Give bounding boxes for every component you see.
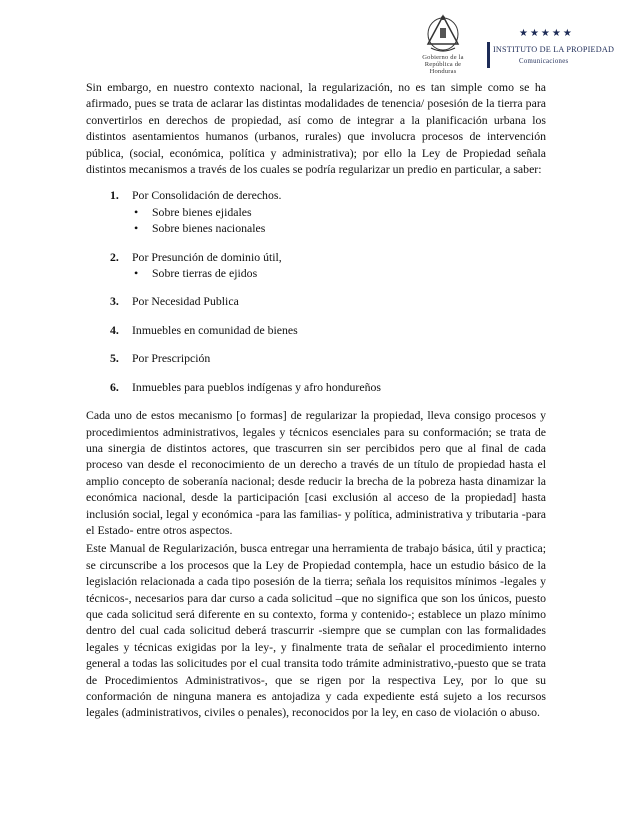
mechanism-number: 5. <box>110 351 119 366</box>
mechanism-text: Inmuebles en comunidad de bienes <box>132 322 298 337</box>
mechanism-item <box>86 379 546 395</box>
mechanism-text: Por Presunción de dominio útil, <box>132 249 282 264</box>
mechanisms-paragraph: Cada uno de estos mecanismo [o formas] de regularizar la propiedad, lleva consigo procesos y procedimientos administrativos, legales y técnicos esenciales para su conformación; se trata de una sinergia de distintos actores, que trascurren sin ser percibidos pero que al final de cada proceso van desde el reconocimiento de un derecho a través de un título de propiedad hasta el amplio concepto de soberanía nacional; desde reducir la brecha de la pobreza hasta dinamizar la económica nacional, desde la participación [casi exclusión al acceso de la propiedad] hasta inclusión social, legal y económica -para las familias- y política, administrativa y tributaria -para el Estado- entre otros aspectos. <box>86 408 546 537</box>
mechanism-text: Por Necesidad Publica <box>132 294 239 309</box>
mechanism-subitem: • Sobre bienes nacionales <box>132 220 546 236</box>
intro-paragraph: Sin embargo, en nuestro contexto nacional, la regularización, no es tan simple como se ha afirmado, pues se trata de aclarar las distintas modalidades de tenencia/ posesión de la tierra para convertirlos en derechos de propiedad, así como de integrar a la planificación urbana los distintos asentamientos humanos (urbanos, rurales) que involucra procesos de intervención pública, (social, económica, política y administrativa); por ello la Ley de Propiedad señala distintos mecanismos a través de los cuales se podría regularizar un predio en particular, a saber: <box>86 80 546 177</box>
institute-department: Comunicaciones <box>519 58 569 65</box>
document-body <box>86 79 546 721</box>
coat-of-arms-icon <box>425 14 461 52</box>
mechanism-subitem: • Sobre bienes ejidales <box>132 204 546 220</box>
mechanism-subitems <box>132 204 546 237</box>
logo-bar <box>487 42 490 68</box>
mechanism-item <box>86 350 546 366</box>
instituto-propiedad-logo <box>483 28 615 72</box>
mechanism-number: 4. <box>110 322 119 337</box>
government-logo <box>412 14 474 74</box>
mechanism-text: Inmuebles para pueblos indígenas y afro hondureños <box>132 379 381 394</box>
mechanism-item <box>86 249 546 282</box>
institute-name: INSTITUTO DE LA PROPIEDAD <box>493 45 615 54</box>
mechanism-number: 2. <box>110 249 119 264</box>
mechanism-item <box>86 322 546 338</box>
mechanism-number: 1. <box>110 188 119 203</box>
government-name: Gobierno de la República de Honduras <box>422 54 464 75</box>
mechanism-item <box>86 187 546 236</box>
mechanism-text: Por Consolidación de derechos. <box>132 188 282 203</box>
page-header <box>0 0 638 80</box>
mechanisms-list <box>86 187 546 395</box>
mechanism-subitem: • Sobre tierras de ejidos <box>132 265 546 281</box>
mechanism-number: 3. <box>110 294 119 309</box>
stars-icon: ★★★★★ <box>519 28 574 39</box>
mechanism-item <box>86 293 546 309</box>
mechanism-text: Por Prescripción <box>132 351 211 366</box>
manual-paragraph: Este Manual de Regularización, busca entregar una herramienta de trabajo básica, útil y practica; se circunscribe a los procesos que la Ley de Propiedad contempla, hace un estudio básico de la legislación relacionada a cada tipo posesión de la tierra; señala los requisitos mínimos -legales y técnicos-, necesarios para dar curso a cada solicitud –que no significa que son los únicos, puesto que cada solicitud será diferente en su contexto, forma y contenido-; establece un plazo mínimo dentro del cual cada solicitud deberá trascurrir -siempre que se cumplan con las formalidades legales y técnicas exigidas por la ley-, y finalmente trata de señalar el procedimiento interno general a todas las solicitudes por el cual transita todo trámite administrativo,-puesto que se trata de Procedimientos Administrativos-, que se rigen por la respectiva Ley, por lo que su conformación de ninguna manera es antojadiza y cada expediente está sujeto a los recursos legales (administrativos, civiles o penales), reconocidos por la ley, en caso de violación o abuso. <box>86 541 546 720</box>
mechanism-subitems <box>132 265 546 281</box>
mechanism-number: 6. <box>110 379 119 394</box>
